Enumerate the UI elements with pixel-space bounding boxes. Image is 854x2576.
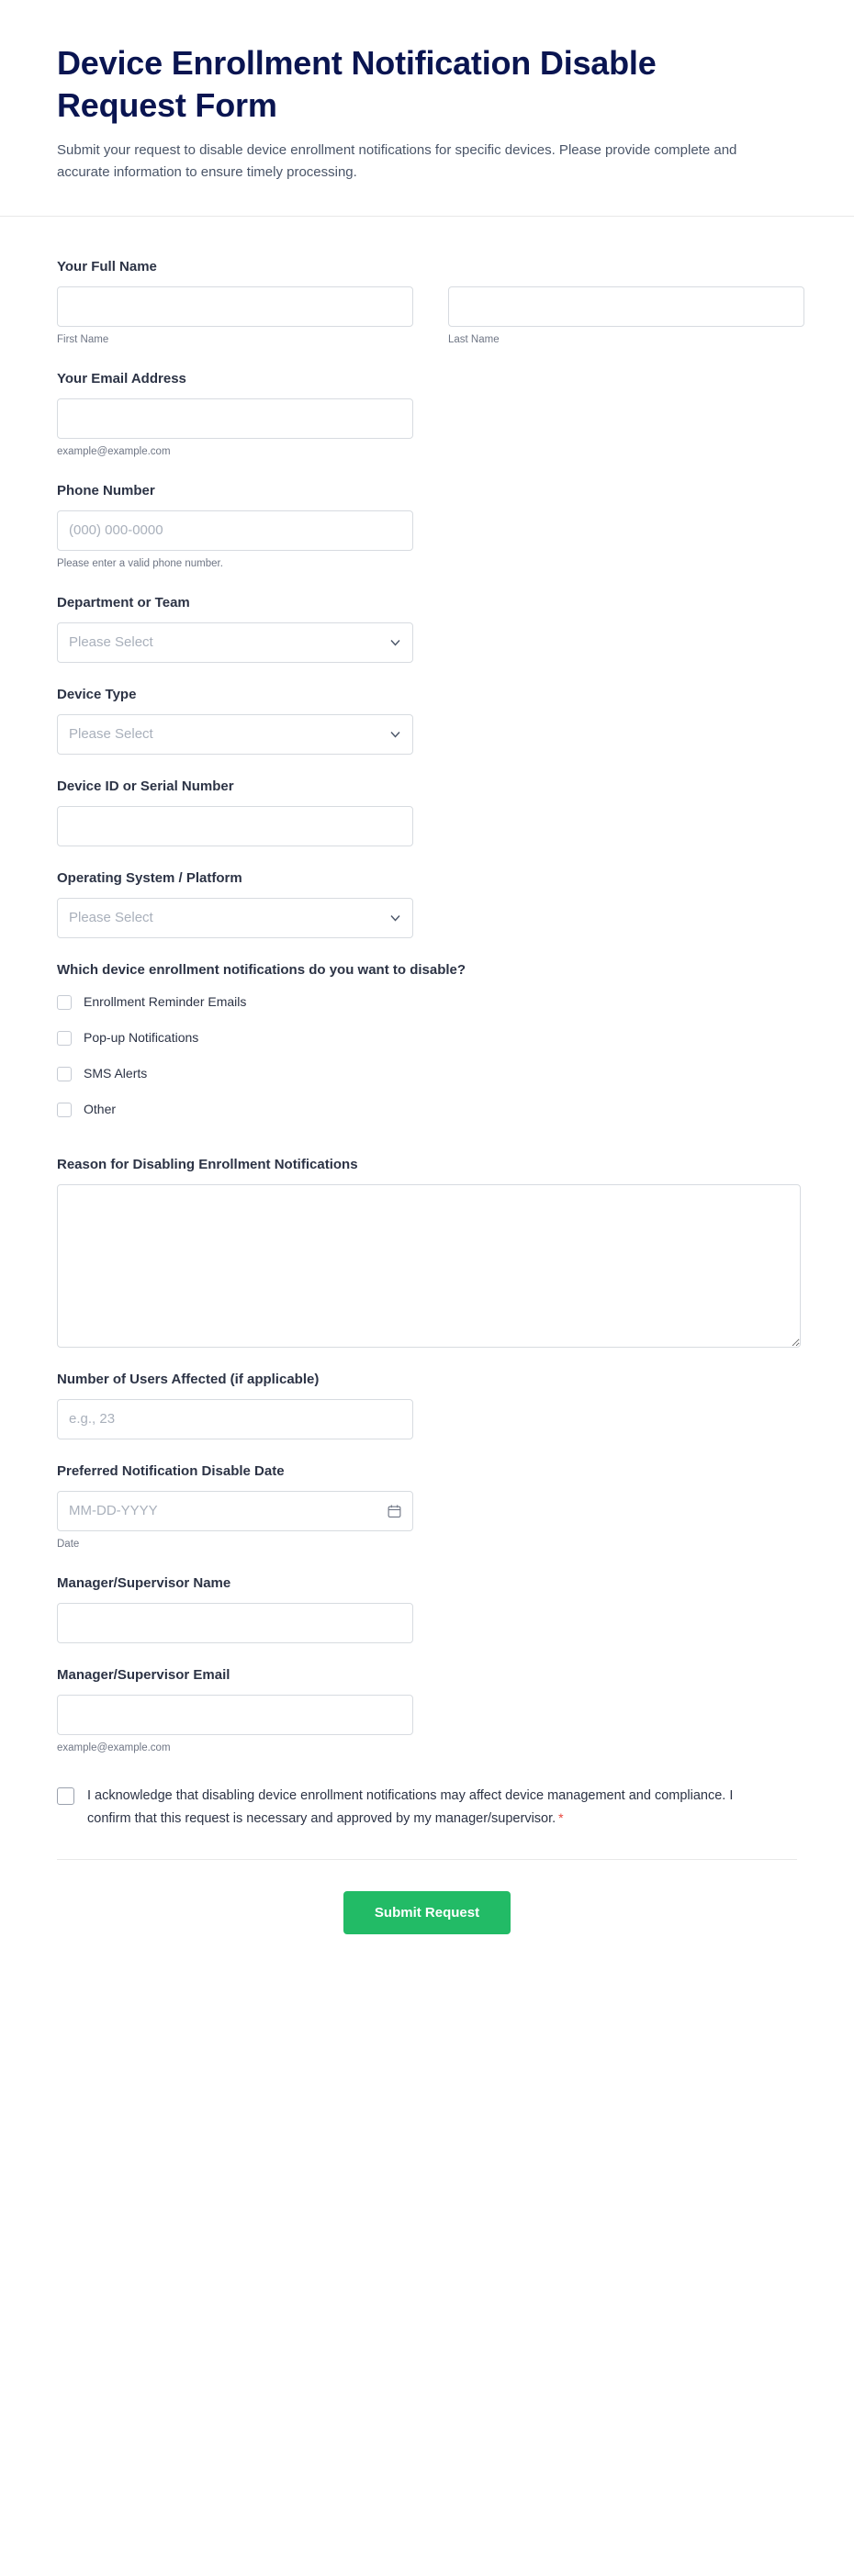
last-name-sublabel: Last Name — [448, 333, 500, 345]
disable-date-wrap — [57, 1491, 413, 1531]
phone-sublabel: Please enter a valid phone number. — [57, 557, 223, 569]
manager-name-input[interactable] — [57, 1603, 413, 1643]
checkbox-label: SMS Alerts — [84, 1066, 148, 1081]
field-notifications — [57, 947, 797, 1142]
department-select-wrap — [57, 622, 413, 663]
manager-name-label: Manager/Supervisor Name — [57, 1574, 231, 1591]
page-title: Device Enrollment Notification Disable Request Form — [57, 44, 657, 125]
reason-textarea[interactable] — [57, 1184, 801, 1348]
field-manager-email — [57, 1652, 797, 1764]
users-affected-label: Number of Users Affected (if applicable) — [57, 1371, 320, 1387]
last-name-input[interactable] — [448, 286, 804, 327]
device-id-label: Device ID or Serial Number — [57, 778, 234, 794]
checkbox-row[interactable] — [57, 990, 797, 1015]
field-device-id — [57, 764, 797, 856]
checkbox-icon[interactable] — [57, 1067, 72, 1081]
field-users-affected — [57, 1357, 797, 1449]
field-email — [57, 356, 797, 468]
checkbox-icon[interactable] — [57, 995, 72, 1010]
full-name-label: Your Full Name — [57, 258, 157, 274]
checkbox-label: Pop-up Notifications — [84, 1030, 199, 1046]
manager-email-input[interactable] — [57, 1695, 413, 1735]
notifications-label: Which device enrollment notifications do you want to disable? — [57, 961, 466, 978]
field-department — [57, 580, 797, 672]
email-input[interactable] — [57, 398, 413, 439]
checkbox-label: Enrollment Reminder Emails — [84, 994, 247, 1010]
checkbox-label: Other — [84, 1102, 117, 1117]
form-footer — [57, 1859, 797, 1989]
checkbox-row[interactable] — [57, 1097, 797, 1123]
checkbox-icon[interactable] — [57, 1031, 72, 1046]
department-select[interactable] — [57, 622, 413, 663]
required-marker: * — [558, 1809, 564, 1825]
phone-label: Phone Number — [57, 482, 155, 498]
checkbox-row[interactable] — [57, 1061, 797, 1087]
checkbox-row[interactable] — [57, 1025, 797, 1051]
first-name-col — [57, 286, 413, 347]
acknowledgement-checkbox-icon[interactable] — [57, 1787, 74, 1805]
field-os-platform — [57, 856, 797, 947]
os-platform-label: Operating System / Platform — [57, 869, 242, 886]
field-phone — [57, 468, 797, 580]
acknowledgement-row[interactable] — [57, 1764, 755, 1835]
field-device-type — [57, 672, 797, 764]
email-label: Your Email Address — [57, 370, 186, 386]
field-reason — [57, 1142, 797, 1357]
reason-label: Reason for Disabling Enrollment Notifications — [57, 1156, 358, 1172]
submit-button[interactable]: Submit Request — [343, 1891, 511, 1934]
disable-date-label: Preferred Notification Disable Date — [57, 1462, 285, 1479]
notifications-checkbox-group — [57, 990, 797, 1123]
os-platform-select[interactable] — [57, 898, 413, 938]
os-platform-select-wrap — [57, 898, 413, 938]
field-full-name — [57, 244, 797, 356]
first-name-input[interactable] — [57, 286, 413, 327]
field-manager-name — [57, 1561, 797, 1652]
full-name-row — [57, 286, 797, 347]
first-name-sublabel: First Name — [57, 333, 109, 345]
users-affected-input[interactable] — [57, 1399, 413, 1439]
disable-date-input[interactable] — [57, 1491, 413, 1531]
form-header — [0, 0, 854, 217]
checkbox-icon[interactable] — [57, 1103, 72, 1117]
email-sublabel: example@example.com — [57, 445, 171, 457]
device-type-select[interactable] — [57, 714, 413, 755]
disable-date-sublabel: Date — [57, 1538, 80, 1550]
last-name-col — [448, 286, 804, 347]
manager-email-sublabel: example@example.com — [57, 1742, 171, 1753]
device-id-input[interactable] — [57, 806, 413, 846]
acknowledgement-text: I acknowledge that disabling device enrollment notifications may affect device management and compliance. I confirm that this request is necessary and approved by my manager/supervisor. — [87, 1788, 734, 1826]
field-disable-date — [57, 1449, 797, 1561]
device-type-select-wrap — [57, 714, 413, 755]
device-type-label: Device Type — [57, 686, 137, 702]
department-label: Department or Team — [57, 594, 190, 610]
page-subtitle: Submit your request to disable device enrollment notifications for specific devices. Please provide complete and accurate information to ensure timely processing. — [57, 142, 737, 181]
form-body — [0, 217, 854, 1990]
phone-input[interactable] — [57, 510, 413, 551]
manager-email-label: Manager/Supervisor Email — [57, 1666, 230, 1683]
acknowledgement-text-wrap — [87, 1786, 755, 1830]
